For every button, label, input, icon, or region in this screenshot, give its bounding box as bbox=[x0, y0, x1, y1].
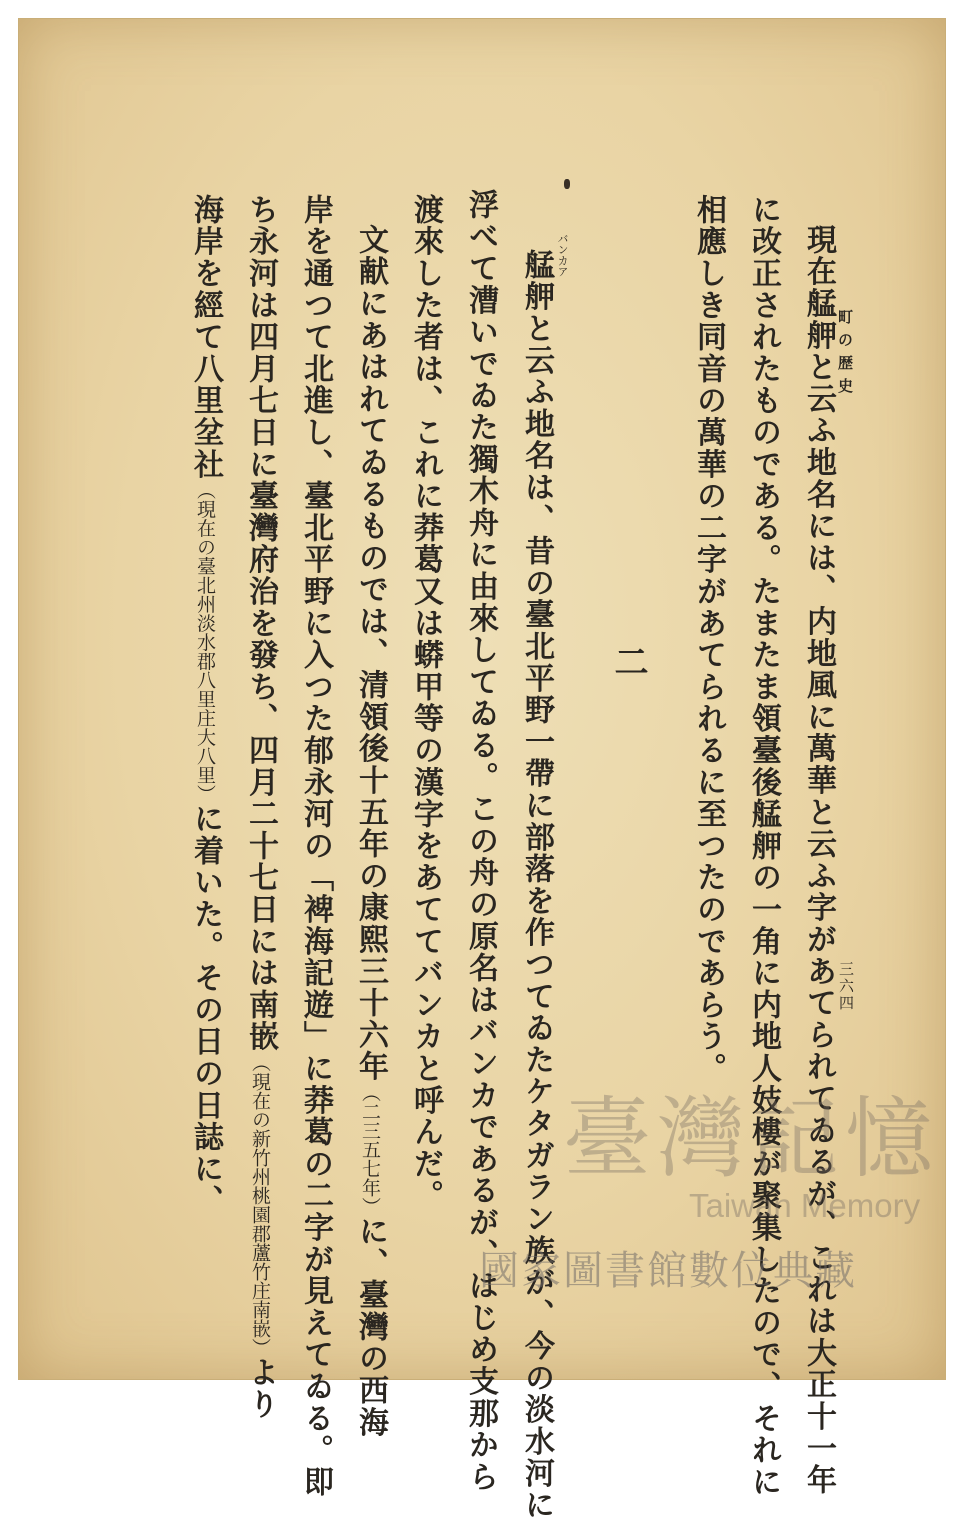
body-line-10-text-a: 海岸を經て八里坌社 bbox=[188, 194, 223, 481]
body-line-10 bbox=[188, 194, 223, 1217]
body-line-10-text-b: に着いた。その日の日誌に、 bbox=[188, 803, 223, 1217]
place-note-1: （現在の新竹州桃園郡蘆竹庄南嵌） bbox=[249, 1052, 271, 1357]
era-note: （二三五七年） bbox=[359, 1082, 381, 1216]
watermark-calligraphy: 臺灣記憶 bbox=[562, 1087, 939, 1190]
body-line-9-text-a: ち永河は四月七日に臺灣府治を發ち、四月二十七日には南嵌 bbox=[243, 194, 278, 1053]
watermark bbox=[459, 1069, 959, 1309]
page-number: 三六四 bbox=[837, 961, 855, 1012]
body-line-5-text: 浮べて漕いでゐた獨木舟に由來してゐる。この舟の原名はバンカであるが、はじめ支那から bbox=[463, 189, 498, 1493]
furigana: バンカア bbox=[556, 233, 569, 277]
body-line-9 bbox=[243, 194, 278, 1421]
body-line-7-text: 文献にあはれてゐるものでは、清領後十五年の康熙三十六年 bbox=[353, 224, 388, 1083]
body-line-8 bbox=[298, 194, 333, 1498]
body-line-9-text-b: より bbox=[243, 1356, 278, 1421]
watermark-library: 國家圖書館數位典藏 bbox=[479, 1248, 857, 1294]
body-line-3-text: 相應しき同音の萬華の二字があてられるに至つたのであらう。 bbox=[691, 194, 726, 1085]
body-line-6 bbox=[408, 194, 443, 1212]
section-heading: 二 bbox=[608, 644, 648, 678]
body-line-4 bbox=[519, 249, 554, 1521]
body-line-6-text: 渡來した者は、これに莽葛又は蟒甲等の漢字をあててバンカと呼んだ。 bbox=[408, 194, 443, 1212]
place-note-2: （現在の臺北州淡水郡八里庄大八里） bbox=[194, 480, 216, 804]
watermark-english: Taiwan Memory bbox=[689, 1187, 921, 1224]
body-line-7 bbox=[353, 224, 388, 1439]
body-line-7-tail: に、臺灣の西海 bbox=[353, 1215, 388, 1439]
body-line-4-text: 艋舺と云ふ地名は、昔の臺北平野一帶に部落を作つてゐたケタガラン族が、今の淡水河に bbox=[519, 249, 554, 1521]
ink-speck bbox=[564, 179, 570, 189]
body-line-1-text: 現在艋舺と云ふ地名には、内地風に萬華と云ふ字があてられてゐるが、これは大正十一年 bbox=[801, 224, 836, 1496]
body-line-3 bbox=[691, 194, 726, 1085]
body-line-8-text: 岸を通つて北進し、臺北平野に入つた郁永河の「裨海記遊」に莽葛の二字が見えてゐる。即 bbox=[298, 194, 333, 1498]
body-line-2-text: に改正されたものである。たまたま領臺後艋舺の一角に内地人妓樓が聚集したので、それに bbox=[746, 194, 781, 1498]
scanned-page bbox=[18, 18, 946, 1521]
running-head: 町の歴史 bbox=[836, 309, 854, 401]
